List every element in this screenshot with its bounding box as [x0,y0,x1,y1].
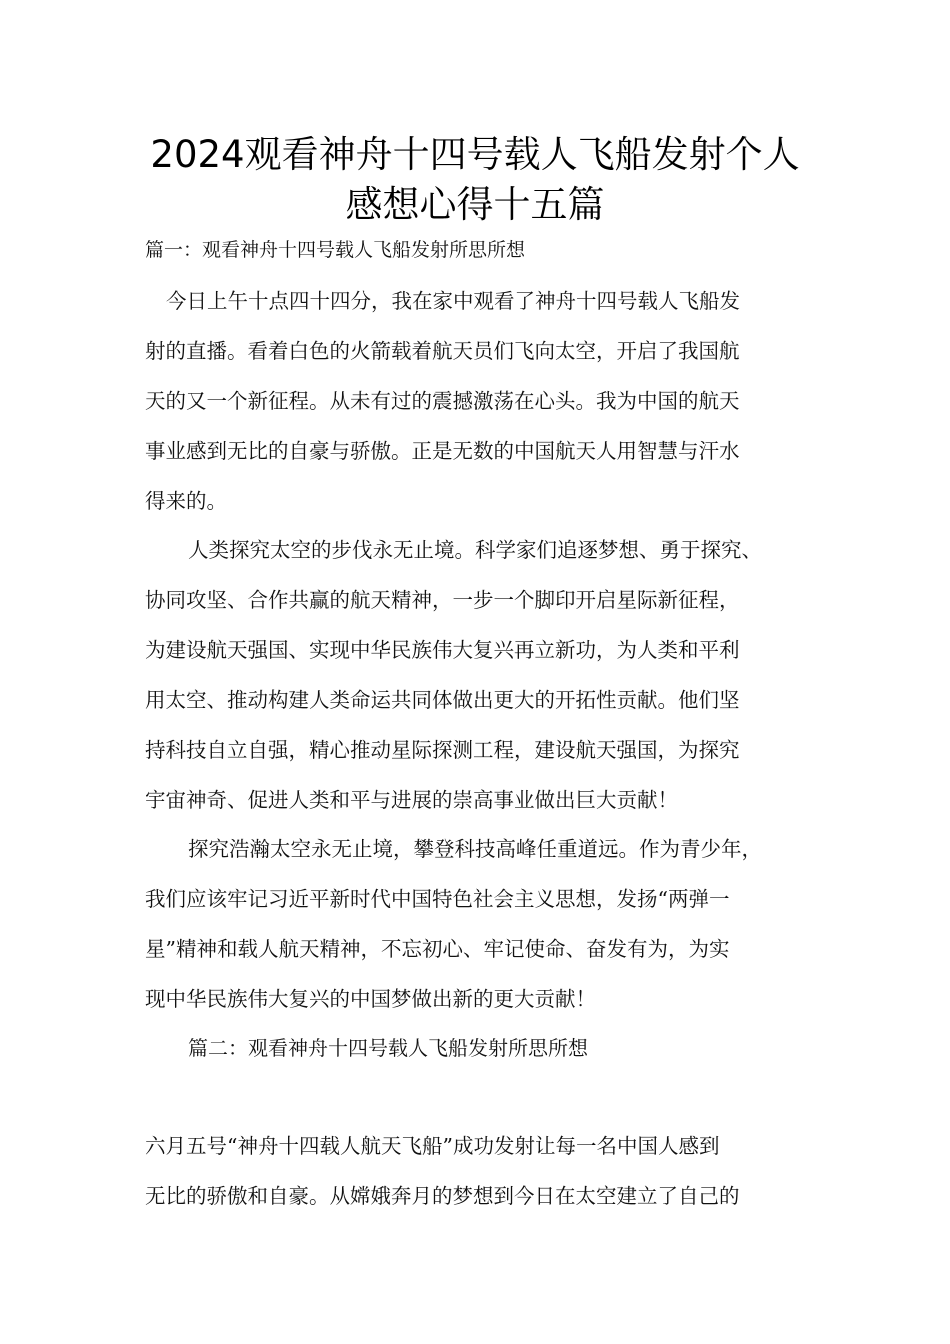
paragraph-line: 人类探究太空的步伐永无止境。科学家们追逐梦想、勇于探究、 [188,538,762,562]
paragraph-line: 为建设航天强国、实现中华民族伟大复兴再立新功，为人类和平利 [145,638,740,662]
paragraph-line: 现中华民族伟大复兴的中国梦做出新的更大贡献！ [145,987,596,1011]
paragraph-line: 探究浩瀚太空永无止境，攀登科技高峰任重道远。作为青少年， [188,837,762,861]
paragraph-line: 用太空、推动构建人类命运共同体做出更大的开拓性贡献。他们坚 [145,688,740,712]
paragraph-line: 宇宙神奇、促进人类和平与进展的崇高事业做出巨大贡献！ [145,788,678,812]
paragraph-line: 星”精神和载人航天精神，不忘初心、牢记使命、奋发有为，为实 [145,937,730,961]
paragraph-line: 事业感到无比的自豪与骄傲。正是无数的中国航天人用智慧与汗水 [145,439,740,463]
paragraph-line: 我们应该牢记习近平新时代中国特色社会主义思想，发扬“两弹一 [145,887,730,911]
paragraph-line: 协同攻坚、合作共赢的航天精神，一步一个脚印开启星际新征程， [145,588,740,612]
paragraph-line: 得来的。 [145,489,227,513]
paragraph-line: 天的又一个新征程。从未有过的震撼激荡在心头。我为中国的航天 [145,389,740,413]
paragraph-line: 射的直播。看着白色的火箭载着航天员们飞向太空，开启了我国航 [145,339,740,363]
paragraph-line: 持科技自立自强，精心推动星际探测工程，建设航天强国，为探究 [145,738,740,762]
paragraph-line: 无比的骄傲和自豪。从嫦娥奔月的梦想到今日在太空建立了自己的 [145,1184,740,1208]
section-2-heading: 篇二：观看神舟十四号载人飞船发射所思所想 [188,1036,588,1060]
document-title-line-1: 2024观看神舟十四号载人飞船发射个人 [150,133,800,176]
document-title-line-2: 感想心得十五篇 [345,183,605,226]
section-1-heading: 篇一：观看神舟十四号载人飞船发射所思所想 [145,239,526,261]
paragraph-line: 六月五号“神舟十四载人航天飞船”成功发射让每一名中国人感到 [145,1134,720,1158]
paragraph-line: 今日上午十点四十四分，我在家中观看了神舟十四号载人飞船发 [166,289,740,313]
